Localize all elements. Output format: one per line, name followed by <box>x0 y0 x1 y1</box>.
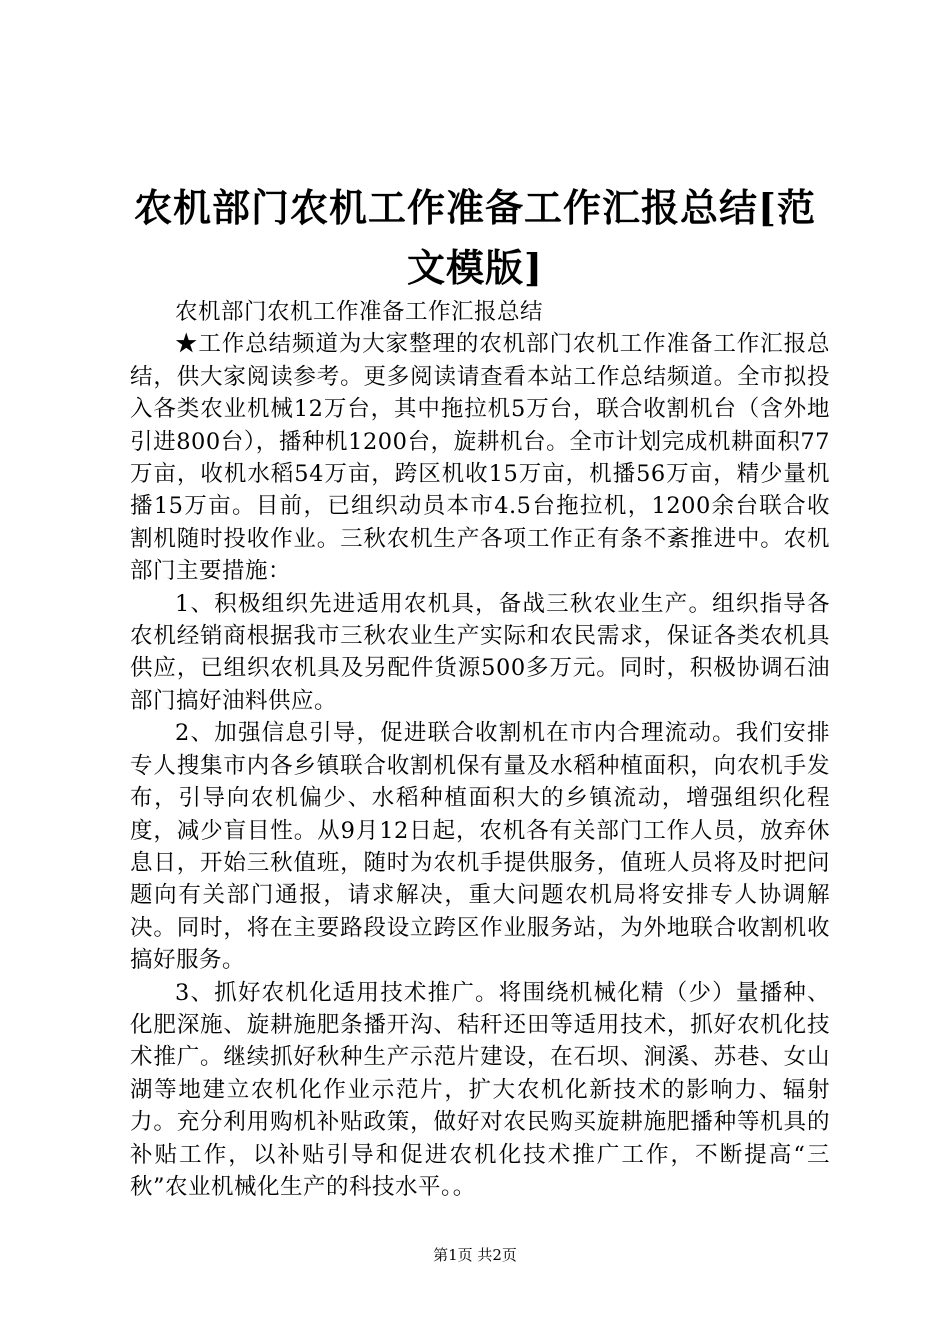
document-body <box>130 296 830 1203</box>
page-footer: 第1页 共2页 <box>433 1246 517 1264</box>
paragraph-measure-3: 3、抓好农机化适用技术推广。将围绕机械化精（少）量播种、化肥深施、旋耕施肥条播开沟、秸秆还田等适用技术，抓好农机化技术推广。继续抓好秋种生产示范片建设，在石坝、涧溪、苏巷、女山湖等地建立农机化作业示范片，扩大农机化新技术的影响力、辐射力。充分利用购机补贴政策，做好对农民购买旋耕施肥播种等机具的补贴工作，以补贴引导和促进农机化技术推广工作，不断提高“三秋”农业机械化生产的科技水平。。 <box>130 979 830 1200</box>
paragraph-measure-1: 1、积极组织先进适用农机具，备战三秋农业生产。组织指导各农机经销商根据我市三秋农业生产实际和农民需求，保证各类农机具供应，已组织农机具及另配件货源500多万元。同时，积极协调石油部门搞好油料供应。 <box>130 590 830 714</box>
document-subtitle: 农机部门农机工作准备工作汇报总结 <box>175 299 544 325</box>
document-title: 农机部门农机工作准备工作汇报总结[范文模版] <box>134 185 816 290</box>
paragraph-measure-2: 2、加强信息引导，促进联合收割机在市内合理流动。我们安排专人搜集市内各乡镇联合收割机保有量及水稻种植面积，向农机手发布，引导向农机偏少、水稻种植面积大的乡镇流动，增强组织化程度，减少盲目性。从9月12日起，农机各有关部门工作人员，放弃休息日，开始三秋值班，随时为农机手提供服务，值班人员将及时把问题向有关部门通报，请求解决，重大问题农机局将安排专人协调解决。同时，将在主要路段设立跨区作业服务站，为外地联合收割机收搞好服务。 <box>130 720 830 974</box>
paragraph-intro: ★工作总结频道为大家整理的农机部门农机工作准备工作汇报总结，供大家阅读参考。更多阅读请查看本站工作总结频道。全市拟投入各类农业机械12万台，其中拖拉机5万台，联合收割机台（含外地引进800台），播种机1200台，旋耕机台。全市计划完成机耕面积77万亩，收机水稻54万亩，跨区机收15万亩，机播56万亩，精少量机播15万亩。目前，已组织动员本市4.5台拖拉机，1200余台联合收割机随时投收作业。三秋农机生产各项工作正有条不紊推进中。农机部门主要措施： <box>130 331 830 585</box>
